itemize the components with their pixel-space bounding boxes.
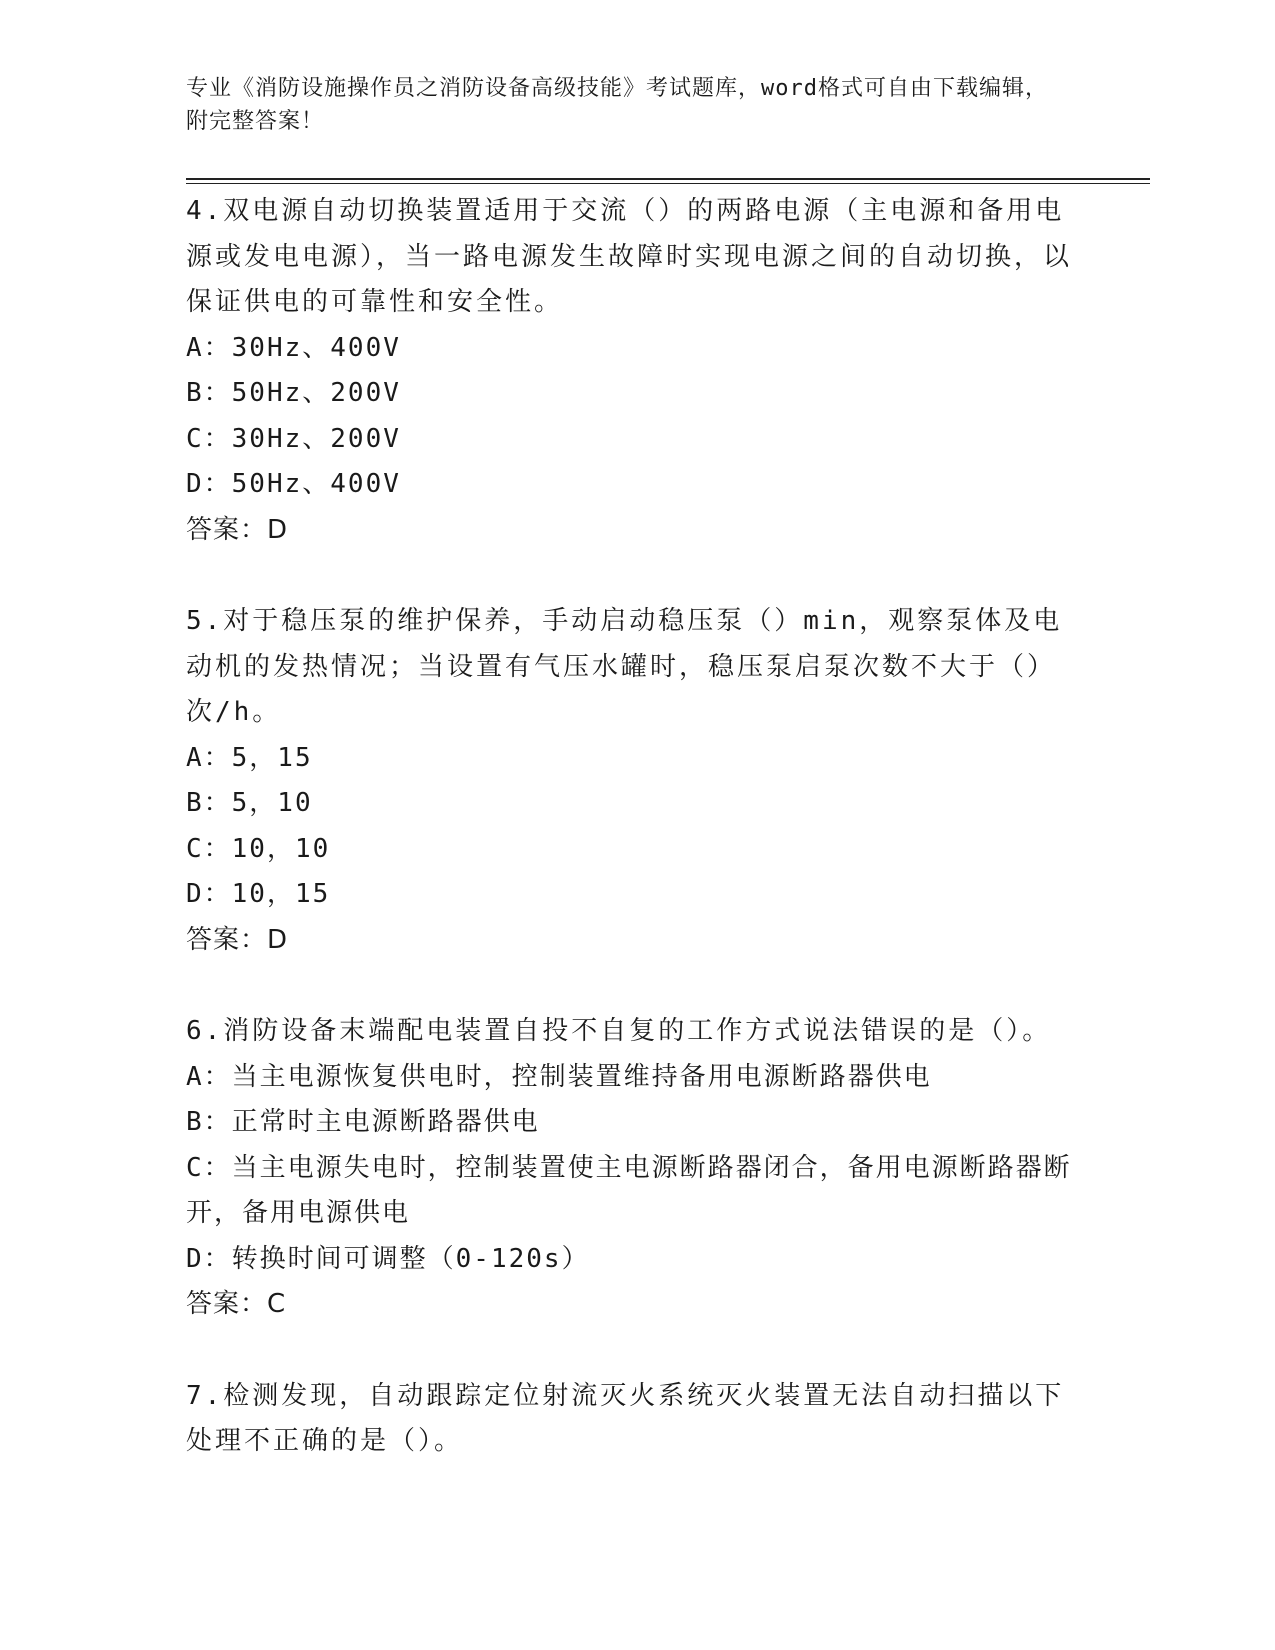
option-d: D：转换时间可调整（0-120s） xyxy=(186,1243,590,1274)
option-c: C：当主电源失电时，控制装置使主电源断路器闭合，备用电源断路器断开，备用电源供电 xyxy=(186,1152,1072,1228)
answer-value: D xyxy=(267,514,289,545)
header-divider-thick xyxy=(186,178,1150,180)
option-a: A：30Hz、400V xyxy=(186,332,401,363)
answer-value: D xyxy=(267,924,289,955)
option-c: C：30Hz、200V xyxy=(186,423,401,454)
option-a: A：5，15 xyxy=(186,742,313,773)
answer-line xyxy=(186,918,1076,964)
answer-line xyxy=(186,508,1076,554)
option-c: C：10，10 xyxy=(186,833,331,864)
question-stem: 6.消防设备末端配电装置自投不自复的工作方式说法错误的是（）。 xyxy=(186,1016,1052,1046)
answer-label: 答案： xyxy=(186,924,268,955)
question-stem: 4.双电源自动切换装置适用于交流（）的两路电源（主电源和备用电源或发电电源），当一路电源发生故障时实现电源之间的自动切换，以保证供电的可靠性和安全性。 xyxy=(186,196,1073,317)
answer-value: C xyxy=(267,1289,287,1319)
option-b: B：5，10 xyxy=(186,788,313,818)
option-d: D：50Hz、400V xyxy=(186,469,401,499)
option-b: B：50Hz、200V xyxy=(186,378,401,408)
answer-line xyxy=(186,1282,1076,1328)
question-item xyxy=(186,599,1076,963)
question-stem: 5.对于稳压泵的维护保养，手动启动稳压泵（）min，观察泵体及电动机的发热情况；当设置有气压水罐时，稳压泵启泵次数不大于（）次/h。 xyxy=(186,606,1063,727)
question-stem: 7.检测发现，自动跟踪定位射流灭火系统灭火装置无法自动扫描以下处理不正确的是（）。 xyxy=(186,1380,1065,1456)
option-d: D：10，15 xyxy=(186,879,331,909)
option-a: A：当主电源恢复供电时，控制装置维持备用电源断路器供电 xyxy=(186,1061,932,1092)
question-item xyxy=(186,1009,1076,1328)
header-divider-thin xyxy=(186,183,1150,184)
question-list xyxy=(186,189,1076,1511)
answer-label: 答案： xyxy=(186,1289,268,1319)
document-header: 专业《消防设施操作员之消防设备高级技能》考试题库，word格式可自由下载编辑，附完整答案！ xyxy=(186,76,1048,134)
question-item xyxy=(186,189,1076,553)
question-item xyxy=(186,1374,1076,1465)
option-b: B：正常时主电源断路器供电 xyxy=(186,1107,540,1137)
answer-label: 答案： xyxy=(186,514,268,545)
